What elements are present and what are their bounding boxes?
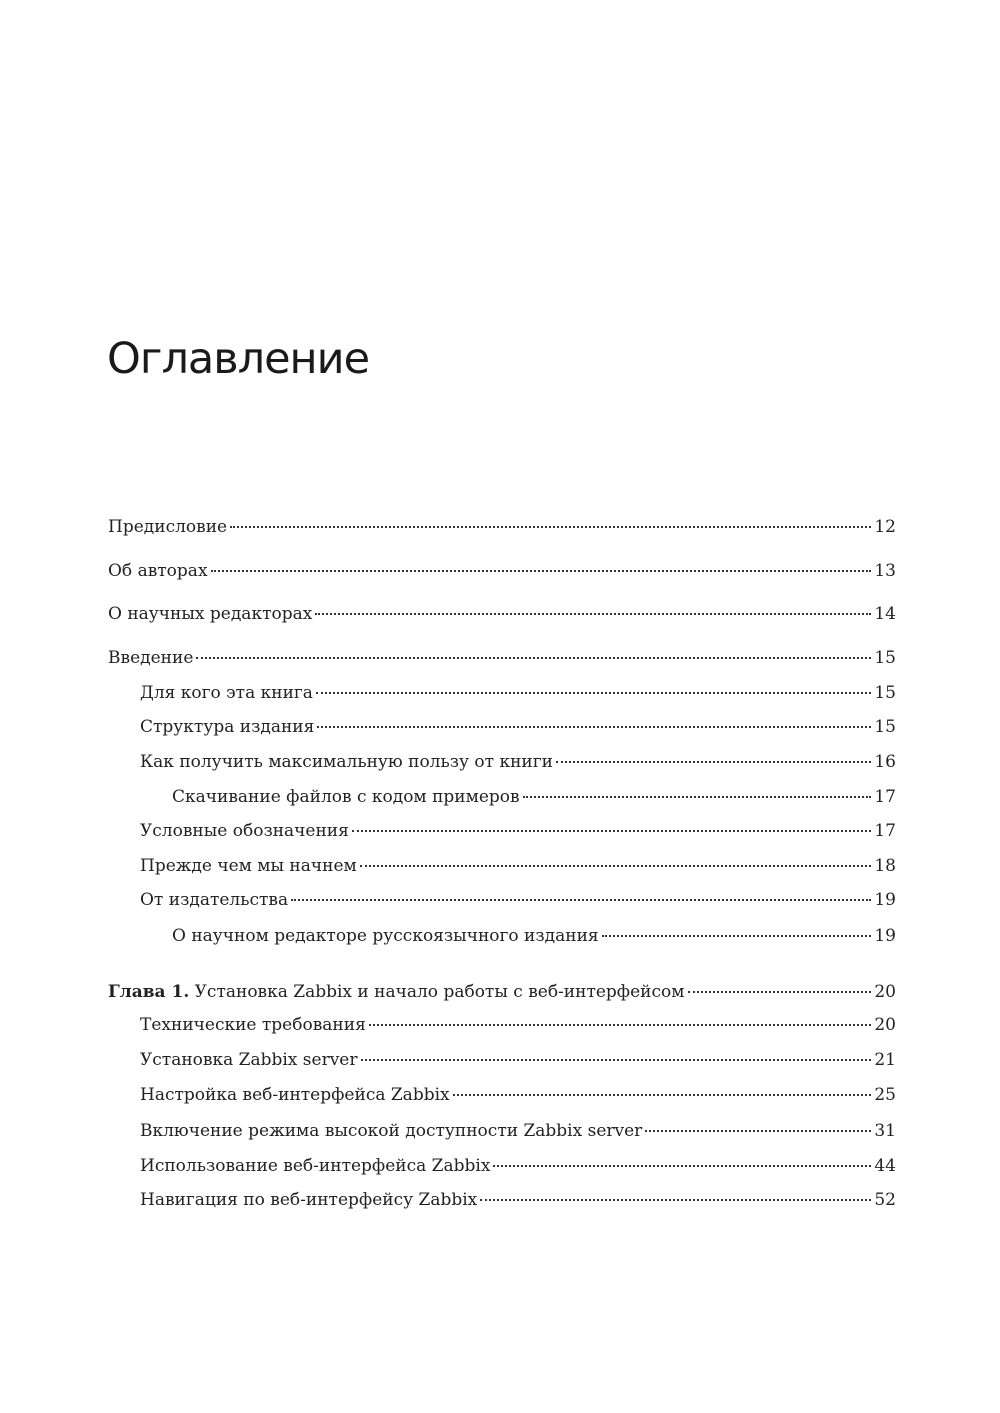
toc-entry-text: Как получить максимальную пользу от книги [140, 752, 553, 772]
toc-entry-page: 44 [874, 1156, 896, 1176]
dot-leader [211, 570, 872, 572]
toc-entry-tech-requirements[interactable] [140, 1014, 896, 1036]
dot-leader [230, 526, 871, 528]
toc-entry-preface[interactable] [108, 516, 896, 538]
toc-entry-audience[interactable] [140, 682, 896, 704]
toc-entry-get-most[interactable] [140, 751, 896, 773]
chapter-title: Установка Zabbix и начало работы с веб-интерфейсом [194, 982, 685, 1002]
toc-entry-page: 19 [874, 890, 896, 910]
dot-leader [493, 1165, 871, 1167]
toc-entry-page: 14 [874, 604, 896, 624]
toc-entry-setup-frontend[interactable] [140, 1084, 896, 1106]
toc-entry-page: 16 [874, 752, 896, 772]
toc-entry-page: 21 [874, 1050, 896, 1070]
toc-entry-use-frontend[interactable] [140, 1155, 896, 1177]
toc-entry-text: Об авторах [108, 561, 208, 581]
toc-entry-page: 15 [874, 683, 896, 703]
toc-entry-page: 17 [874, 821, 896, 841]
toc-entry-about-authors[interactable] [108, 560, 896, 582]
toc-entry-text: Введение [108, 648, 194, 668]
toc-entry-from-publisher[interactable] [140, 889, 896, 911]
dot-leader [317, 726, 871, 728]
toc-entry-page: 20 [874, 982, 896, 1002]
toc-entry-text: Включение режима высокой доступности Zabbix server [140, 1121, 643, 1141]
toc-entry-navigation[interactable] [140, 1189, 896, 1211]
toc-entry-page: 12 [874, 517, 896, 537]
dot-leader [453, 1094, 872, 1096]
toc-entry-text: Прежде чем мы начнем [140, 856, 357, 876]
dot-leader [523, 796, 872, 798]
dot-leader [360, 865, 872, 867]
dot-leader [688, 991, 872, 993]
dot-leader [361, 1059, 872, 1061]
chapter-label: Глава 1. [108, 982, 190, 1002]
toc-entry-text: Установка Zabbix server [140, 1050, 358, 1070]
dot-leader [602, 935, 872, 937]
toc-entry-reviewers[interactable] [108, 603, 896, 625]
toc-entry-text: Технические требования [140, 1015, 366, 1035]
toc-entry-install-server[interactable] [140, 1049, 896, 1071]
toc-entry-before-start[interactable] [140, 855, 896, 877]
toc-entry-text [108, 981, 685, 1003]
dot-leader [315, 613, 871, 615]
toc-entry-page: 17 [874, 787, 896, 807]
toc-entry-text: Условные обозначения [140, 821, 349, 841]
dot-leader [291, 899, 871, 901]
toc-entry-text: Навигация по веб-интерфейсу Zabbix [140, 1190, 478, 1210]
toc-entry-page: 18 [874, 856, 896, 876]
toc-entry-page: 52 [874, 1190, 896, 1210]
page-title: Оглавление [107, 334, 370, 384]
dot-leader [196, 657, 871, 659]
dot-leader [352, 830, 871, 832]
dot-leader [316, 692, 871, 694]
dot-leader [645, 1130, 871, 1132]
toc-entry-text: Предисловие [108, 517, 228, 537]
toc-entry-introduction[interactable] [108, 647, 896, 669]
toc-entry-structure[interactable] [140, 716, 896, 738]
toc-entry-page: 20 [874, 1015, 896, 1035]
toc-entry-chapter-1[interactable] [108, 981, 896, 1003]
toc-entry-text: О научных редакторах [108, 604, 313, 624]
toc-entry-page: 31 [874, 1121, 896, 1141]
toc-entry-text: Настройка веб-интерфейса Zabbix [140, 1085, 450, 1105]
dot-leader [369, 1024, 872, 1026]
toc-entry-text: О научном редакторе русскоязычного издания [172, 926, 599, 946]
toc-entry-text: Скачивание файлов с кодом примеров [172, 787, 520, 807]
toc-entry-page: 25 [874, 1085, 896, 1105]
toc-entry-page: 19 [874, 926, 896, 946]
toc-entry-text: Структура издания [140, 717, 315, 737]
dot-leader [480, 1199, 871, 1201]
toc-entry-page: 15 [874, 648, 896, 668]
toc-entry-high-availability[interactable] [140, 1120, 896, 1142]
toc-entry-page: 13 [874, 561, 896, 581]
toc-entry-text: Использование веб-интерфейса Zabbix [140, 1156, 491, 1176]
toc-entry-text: От издательства [140, 890, 289, 910]
toc-entry-download-code[interactable] [172, 786, 896, 808]
toc-entry-russian-editor[interactable] [172, 925, 896, 947]
toc-entry-page: 15 [874, 717, 896, 737]
dot-leader [556, 761, 871, 763]
toc-entry-conventions[interactable] [140, 820, 896, 842]
toc-entry-text: Для кого эта книга [140, 683, 313, 703]
